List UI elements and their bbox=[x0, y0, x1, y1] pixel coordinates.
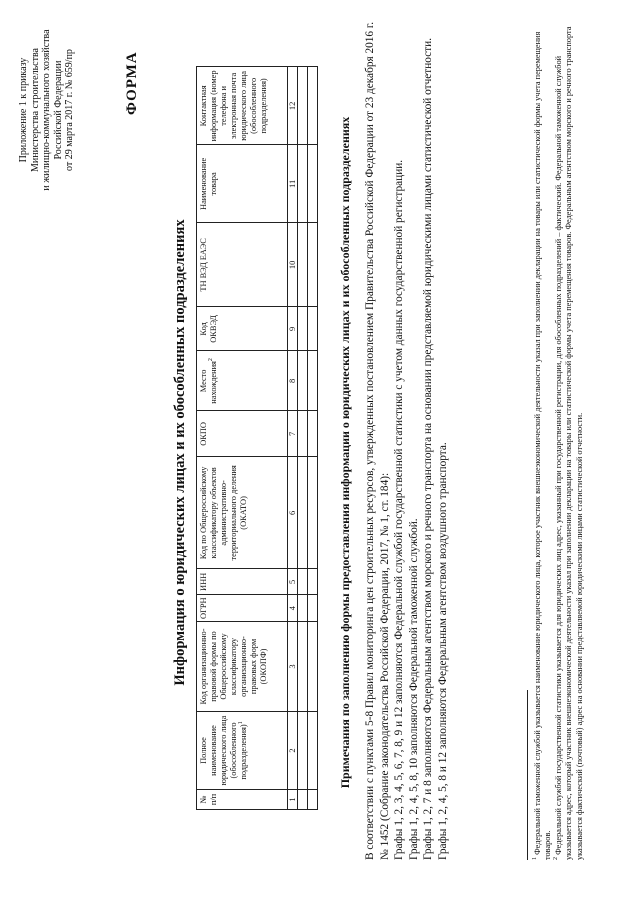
table-cell bbox=[298, 595, 308, 622]
column-number: 4 bbox=[288, 595, 298, 622]
notes-paragraph: Графы 1, 2, 4, 5, 8 и 12 заполняются Федеральным агентством воздушного транспорта. bbox=[436, 442, 449, 860]
data-table-container bbox=[196, 66, 318, 810]
footnotes bbox=[533, 20, 585, 860]
appendix-line: и жилищно-коммунального хозяйства bbox=[41, 29, 52, 191]
column-number: 1 bbox=[288, 790, 298, 810]
table-row bbox=[308, 67, 318, 810]
table-cell bbox=[308, 790, 318, 810]
appendix-line: от 29 марта 2017 г. № 659/пр bbox=[64, 49, 75, 171]
table-cell bbox=[308, 411, 318, 457]
table-cell bbox=[308, 67, 318, 145]
notes-paragraph: Графы 1, 2, 3, 4, 5, 6, 7, 8, 9 и 12 заполняются Федеральной службой государственной статистики с учетом данных государственной регистрации. bbox=[393, 159, 405, 860]
table-cell bbox=[308, 712, 318, 790]
appendix-line: Российской Федерации bbox=[52, 60, 64, 160]
footnote-2: $^2$ Федеральной службой государственной статистики указывается для юридических лиц адрес, указанный при государственной регистрации, для обособленных подразделений – фактический. Федеральной таможенной службой указывается адрес, который участник внешнеэкономической деятельности указал при заполнении декларации на товары или статистической формы учета перемещения товаров. Федеральным агентством морского и речного транспорта указывается фактический (почтовый) адрес на основании представляемой юридическими лицами статистической отчетности. bbox=[553, 26, 584, 860]
col-header-inn: ИНН bbox=[197, 569, 288, 595]
table-cell bbox=[298, 351, 308, 411]
appendix-line: Министерства строительства bbox=[29, 48, 41, 173]
appendix-line: Приложение 1 к приказу bbox=[18, 57, 29, 163]
table-cell bbox=[298, 712, 308, 790]
notes-body bbox=[363, 20, 450, 860]
table-cell bbox=[308, 351, 318, 411]
column-number: 9 bbox=[288, 307, 298, 351]
table-cell bbox=[298, 223, 308, 307]
column-number: 11 bbox=[288, 145, 298, 223]
table-cell bbox=[298, 411, 308, 457]
column-number: 8 bbox=[288, 351, 298, 411]
column-number: 12 bbox=[288, 67, 298, 145]
col-header-entity-name: Полное наименование юридического лица (обособленного подразделения)$^1$ bbox=[197, 712, 288, 790]
column-number: 5 bbox=[288, 569, 298, 595]
column-number: 6 bbox=[288, 457, 298, 569]
column-number: 7 bbox=[288, 411, 298, 457]
table-cell bbox=[298, 569, 308, 595]
table-cell bbox=[298, 622, 308, 712]
table-cell bbox=[308, 307, 318, 351]
col-header-location: Место нахождения$^2$ bbox=[197, 351, 288, 411]
notes-paragraph: Графы 1, 2, 7 и 8 заполняются Федеральным агентством морского и речного транспорта на основании представляемой юридическими лицами статистической отчетности. bbox=[422, 37, 434, 860]
column-number: 10 bbox=[288, 223, 298, 307]
col-header-product-name: Наименование товара bbox=[197, 145, 288, 223]
form-label: ФОРМА bbox=[124, 51, 140, 115]
footnote-1: $^1$ Федеральной таможенной службой указывается наименование юридического лица, которое участник внешнеэкономической деятельности указал при заполнении декларации на товары или статистической формы учета перемещения товаров. bbox=[532, 31, 553, 860]
appendix-header bbox=[18, 15, 76, 205]
table-cell bbox=[298, 457, 308, 569]
col-header-contact-info: Контактная информация (номер телефона и электронная почта юридического лица (обособленного подразделения) bbox=[197, 67, 288, 145]
col-header-tn-ved: ТН ВЭД ЕАЭС bbox=[197, 223, 288, 307]
table-cell bbox=[308, 569, 318, 595]
column-numbers-row bbox=[288, 67, 298, 810]
table-cell bbox=[308, 622, 318, 712]
notes-paragraph: В соответствии с пунктами 5-8 Правил мониторинга цен строительных ресурсов, утвержденных постановлением Правительства Российской Федерации от 23 декабря 2016 г. № 1452 (Собрание законодательства Российской Федерации, 2017, № 1, ст. 184): bbox=[364, 21, 391, 860]
table-cell bbox=[298, 145, 308, 223]
notes-title: Примечания по заполнению формы предоставления информации о юридических лицах и их обособленных подразделениях bbox=[338, 116, 352, 789]
table-cell bbox=[298, 307, 308, 351]
col-header-okopf: Код организационно-правовой формы по Общероссийскому классификатору организационно-правовых форм (ОКОПФ) bbox=[197, 622, 288, 712]
table-cell bbox=[308, 145, 318, 223]
col-header-okpo: ОКПО bbox=[197, 411, 288, 457]
col-header-okved: Код ОКВЭД bbox=[197, 307, 288, 351]
table-cell bbox=[298, 790, 308, 810]
column-number: 2 bbox=[288, 712, 298, 790]
table-cell bbox=[308, 457, 318, 569]
notes-paragraph: Графы 1, 2, 4, 5, 8, 10 заполняются Федеральной таможенной службой. bbox=[407, 518, 420, 860]
footnote-divider bbox=[527, 690, 528, 860]
table-cell bbox=[298, 67, 308, 145]
col-header-okato: Код по Общероссийскому классификатору объектов административно-территориального деления (ОКАТО) bbox=[197, 457, 288, 569]
table-cell bbox=[308, 595, 318, 622]
data-table bbox=[196, 66, 318, 810]
col-header-number: № п/п bbox=[197, 790, 288, 810]
document-title: Информация о юридических лицах и их обособленных подразделениях bbox=[172, 219, 188, 686]
table-row bbox=[298, 67, 308, 810]
col-header-ogrn: ОГРН bbox=[197, 595, 288, 622]
table-header-row bbox=[197, 67, 288, 810]
table-cell bbox=[308, 223, 318, 307]
column-number: 3 bbox=[288, 622, 298, 712]
